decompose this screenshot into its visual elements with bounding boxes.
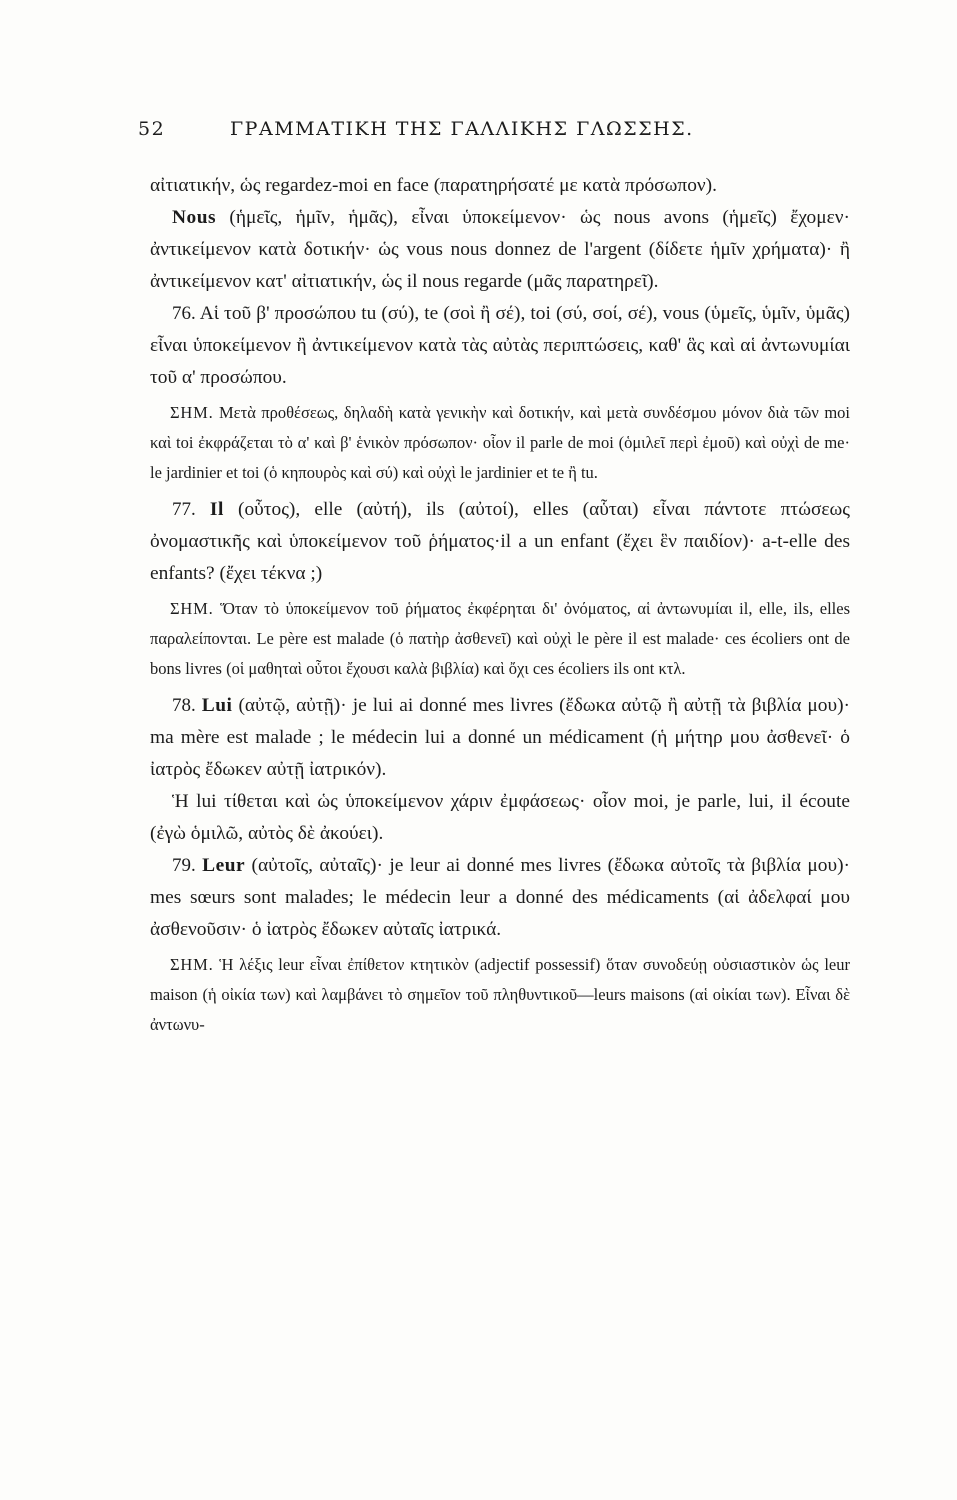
paragraph-text: Ἡ lui τίθεται καὶ ὡς ὑποκείμενον χάριν ἐμφάσεως· οἷον moi, je parle, lui, il écoute (ἐγὼ ὁμιλῶ, αὐτὸς δὲ ἀκούει). [150,791,850,844]
page-header [138,118,838,150]
note-label: ΣΗΜ. [170,955,214,974]
running-title: ΓΡΑΜΜΑΤΙΚΗ ΤΗΣ ΓΑΛΛΙΚΗΣ ΓΛΩΣΣΗΣ. [230,118,694,140]
note-label: ΣΗΜ. [170,599,214,618]
paragraph-78 [150,690,850,786]
note-text: Ὅταν τὸ ὑποκείμενον τοῦ ῥήματος ἐκφέρηται δι' ὀνόματος, αἱ ἀντωνυμίαι il, elle, ils, elles παραλείπονται. Le père est malade (ὁ πατὴρ ἀσθενεῖ) καὶ οὐχὶ le père il est malade· ces écoliers ont de bons livres (οἱ μαθηταὶ οὗτοι ἔχουσι καλὰ βιβλία) καὶ ὄχι ces écoliers ils ont κτλ. [150,599,850,678]
paragraph-text: (αὐτοῖς, αὐταῖς)· je leur ai donné mes livres (ἔδωκα αὐτοῖς τὰ βιβλία μου)· mes sœurs sont malades; le médecin leur a donné des médicaments (αἱ ἀδελφαί μου ἀσθενοῦσιν· ὁ ἰατρὸς ἔδωκεν αὐταῖς ἰατρικά. [150,855,850,940]
section-number: 79. [172,855,196,876]
section-number: 77. [172,499,196,520]
section-number: 78. [172,695,196,716]
section-term: Lui [201,695,233,716]
paragraph-nous [150,202,850,298]
page-number: 52 [138,118,166,140]
paragraph-text: αἰτιατικήν, ὡς regardez-moi en face (παρατηρήσατέ με κατὰ πρόσωπον). [150,175,717,196]
page-body [150,170,850,1046]
section-term: Il [209,499,224,520]
section-number: 76. [172,303,196,324]
paragraph-continuation [150,170,850,202]
note-text: Μετὰ προθέσεως, δηλαδὴ κατὰ γενικὴν καὶ δοτικήν, καὶ μετὰ συνδέσμου μόνον διὰ τῶν moi καὶ toi ἐκφράζεται τὸ α' καὶ β' ἑνικὸν πρόσωπον· οἷον il parle de moi (ὁμιλεῖ περὶ ἐμοῦ) καὶ οὐχὶ de me· le jardinier et toi (ὁ κηπουρὸς καὶ σύ) καὶ οὐχὶ le jardinier et te ἢ tu. [150,403,850,482]
note-76 [150,398,850,488]
section-term: Leur [202,855,246,876]
note-label: ΣΗΜ. [170,403,214,422]
note-77 [150,594,850,684]
paragraph-77 [150,494,850,590]
paragraph-76 [150,298,850,394]
note-79 [150,950,850,1040]
paragraph-79 [150,850,850,946]
section-term: Nous [172,207,217,228]
note-text: Ἡ λέξις leur εἶναι ἐπίθετον κτητικὸν (adjectif possessif) ὅταν συνοδεύῃ οὐσιαστικὸν ὡς leur maison (ἡ οἰκία των) καὶ λαμβάνει τὸ σημεῖον τοῦ πληθυντικοῦ—leurs maisons (αἱ οἰκίαι των). Εἶναι δὲ ἀντωνυ- [150,955,850,1034]
paragraph-text: Αἱ τοῦ β' προσώπου tu (σύ), te (σοὶ ἢ σέ), toi (σύ, σοί, σέ), vous (ὑμεῖς, ὑμῖν, ὑμᾶς) εἶναι ὑποκείμενον ἢ ἀντικείμενον κατὰ τὰς αὐτὰς περιπτώσεις, καθ' ἃς καὶ αἱ ἀντωνυμίαι τοῦ α' προσώπου. [150,303,850,388]
paragraph-text: (αὐτῷ, αὐτῇ)· je lui ai donné mes livres (ἔδωκα αὐτῷ ἢ αὐτῇ τὰ βιβλία μου)· ma mère est malade ; le médecin lui a donné un médicament (ἡ μήτηρ μου ἀσθενεῖ· ὁ ἰατρὸς ἔδωκεν αὐτῇ ἰατρικόν). [150,695,850,780]
paragraph-text: (ἡμεῖς, ἡμῖν, ἡμᾶς), εἶναι ὑποκείμενον· ὡς nous avons (ἡμεῖς) ἔχομεν· ἀντικείμενον κατὰ δοτικήν· ὡς vous nous donnez de l'argent (δίδετε ἡμῖν χρήματα)· ἢ ἀντικείμενον κατ' αἰτιατικήν, ὡς il nous regarde (μᾶς παρατηρεῖ). [150,207,850,292]
paragraph-lui-emphasis [150,786,850,850]
paragraph-text: (οὗτος), elle (αὐτή), ils (αὐτοί), elles (αὗται) εἶναι πάντοτε πτώσεως ὀνομαστικῆς καὶ ὑποκείμενον τοῦ ῥήματος·il a un enfant (ἔχει ἓν παιδίον)· a-t-elle des enfants? (ἔχει τέκνα ;) [150,499,850,584]
